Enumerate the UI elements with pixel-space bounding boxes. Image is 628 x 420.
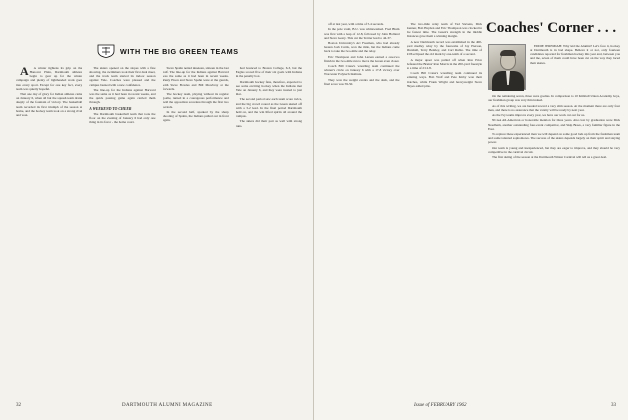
left-column-3 xyxy=(163,66,229,388)
paragraph: off at last year, with a time of 5.4 seconds. xyxy=(328,22,384,26)
paragraph: Boston University's Art Freeman, who had already beaten Josh Curtis, won the mile, but the Indians came back to take the two-mile and the relay. xyxy=(324,41,400,54)
paragraph: The two-mile relay team of Ted Stevens, Dick Kenner, Bob Hayden and Eric Thompson was clocked in the fastest time. The Green's strength in the middle distances gave them a winning margin. xyxy=(406,22,482,39)
paragraph: Eric Thompson and John Larsen earned a one-two finish in the two-mile run to move the Green even closer. xyxy=(324,54,400,63)
right-page xyxy=(314,0,628,420)
paragraph: That one day of glory for Indian athletes came on January 6, when all but the squash team drank deeply of the fountain of victory. The basketball team recorded its first triumph of the season at home, and the hockey team took on a strong rival and won. xyxy=(16,92,83,117)
paragraph: A major upset was pulled off when Ron Price defeated the Bruins' Ron Morris in the 200-yard freestyle in a time of 2:12.8. xyxy=(406,57,482,70)
paragraph: Our team is young and inexperienced, but they are eager to improve, and they should be very competitive in the carnival circuit. xyxy=(488,145,620,154)
page-number: 33 xyxy=(611,403,616,408)
right-column-4 xyxy=(488,118,620,160)
paragraph: had bounced to Boston College, 6-3, but the Eagles scored five of their six goals with Indians in the penalty box. xyxy=(235,66,302,79)
paragraph: A new Dartmouth record was established in the 400-yard medley relay by the foursome of Jay Pierson, Marshall, Terry Bentley, and Carl Ruble. The time of 4:06 eclipsed the old mark by one-tenth of a second. xyxy=(406,39,482,57)
page-number: 32 xyxy=(16,403,21,408)
paragraph: The line-up for the Indians against Harvard was the same as it had been in recent weeks, and the quick passing game again carried them through. xyxy=(89,87,156,105)
right-article-body-left xyxy=(324,22,482,388)
coach-portrait-photo xyxy=(488,44,526,90)
paragraph: The Dartmouth basketball team that took the floor on the evening of January 6 had only one thing in its favor - the home court. xyxy=(89,111,156,125)
paragraph: As of this writing, we are headed toward a very slim season. At the moment there are only four men, and there is no assurance that the varsity will be ready by next year. xyxy=(488,103,620,112)
paragraph: They won the weight events and the dash, and the final score was 59-50. xyxy=(324,77,400,86)
paragraph: To replace these experienced men we will depend on some good lads up from the freshman team and some talented sophomores. The success of the skiers depends largely on their spirit and staying power. xyxy=(488,132,620,145)
right-column-1 xyxy=(324,22,400,388)
right-column-2 xyxy=(407,22,483,388)
paragraph: The first skiing of the season at the Dartmouth Winter Carnival will tell us a great deal. xyxy=(492,155,607,160)
paragraph: Dartmouth hockey fans, therefore, expected to see some exciting hockey when the Indians met Yale on January 6, and they were treated to just that. xyxy=(235,79,302,97)
issue-date: Issue of FEBRUARY 1962 xyxy=(414,403,467,408)
paragraph: A A winter tightens its grip on the Hanover Plain, Dartmouth athletes begin to gear up for the winter campaign and plenty of lightheaded work goes into every sport. Except for one key fact, every team was quietly hopeful. xyxy=(16,66,83,91)
paragraph: The skiers did their part as well with strong runs. xyxy=(235,119,302,128)
left-column-1 xyxy=(16,66,82,388)
paragraph: The second period saw each team score twice, and the big crowd roared as the Green skated off with a 3-2 lead. In the final period Dartmouth held on, and the win lifted spirits all around the campus. xyxy=(235,97,302,119)
paragraph: The skiers opened on the slopes with a fine showing, the swimmers took their first dual meet, and the track team started its indoor season against Yale. Coaches were pleased and the campus buzzed with a new confidence. xyxy=(89,66,156,87)
paragraph: Coach Bill Crane's wrestling team continued its winning ways. Bob Wolf and Pete Kirby won their matches, while Frank Wright and heavyweight Steve Hayes added pins. xyxy=(406,71,482,88)
right-column-3-top xyxy=(530,44,620,92)
paragraph: In the pole vault, B.U. was whitewashed. Fred Blum was first with a leap of 12-8, followed by John Holland and Steve Geary. This cut the Terrier lead to 44-37. xyxy=(324,27,400,40)
drop-cap: A xyxy=(20,66,29,78)
page-title: Coaches' Corner . . . xyxy=(486,20,617,36)
magazine-name: DARTMOUTH ALUMNI MAGAZINE xyxy=(122,403,213,408)
paragraph: On the remaining seven, three were goalies. In comparison to 10 Kimball Union Academy boys, our freshman group was very thin indeed. xyxy=(488,94,620,103)
paragraph: The hockey team, playing without its regular goalie, turned in a courageous performance and held the opposition scoreless through the first two periods. xyxy=(162,92,229,109)
subheading: A WEEKEND TO CHEER xyxy=(89,106,132,111)
right-article-body-right xyxy=(488,94,620,388)
paragraph: NCAA All-American or honorable mention for three years. Also lost by graduation were Dick Needham, another outstanding four-event competitor, and Skip Brees, a very familiar figure in the East. xyxy=(488,118,620,131)
left-column-4 xyxy=(236,66,302,388)
dartmouth-shield-icon xyxy=(96,44,116,58)
section-header xyxy=(96,44,239,58)
paragraph: As the Ivy teams improve every year, we have our work cut out for us. xyxy=(492,113,586,117)
coach-intro xyxy=(530,44,620,92)
paragraph: Steve Spahn netted nineteen, sixteen in the last half. The line-up for the Indians against Harvard was the same as it had been in recent weeks. Rusty Eison and Steve Spahn were at the guards, with Steve Bowles and Bill Mowbray at the forwards. xyxy=(162,66,229,91)
paragraph: EDDIE JEREMIAH: Why kid the Alumni? Let's face it, hockey at Dartmouth is in bad shape. Believe it or not, only fourteen candidates reported for freshman hockey this year and, between you and me, seven of them could have been cut on the way they laced their skates. xyxy=(530,44,620,65)
paragraph: In the second half, sparked by the sharp shooting of Spahn, the Indians pulled out in front again. xyxy=(162,109,229,123)
left-article-body xyxy=(16,66,302,388)
section-title: WITH THE BIG GREEN TEAMS xyxy=(120,46,239,56)
paragraph: Coach Bill Crane's wrestling team continued the winner's circle on January 6 with a 17-8 victory over Worcester Polytech Institute. xyxy=(324,64,400,77)
left-column-2 xyxy=(89,66,155,388)
right-column-3 xyxy=(488,94,620,118)
